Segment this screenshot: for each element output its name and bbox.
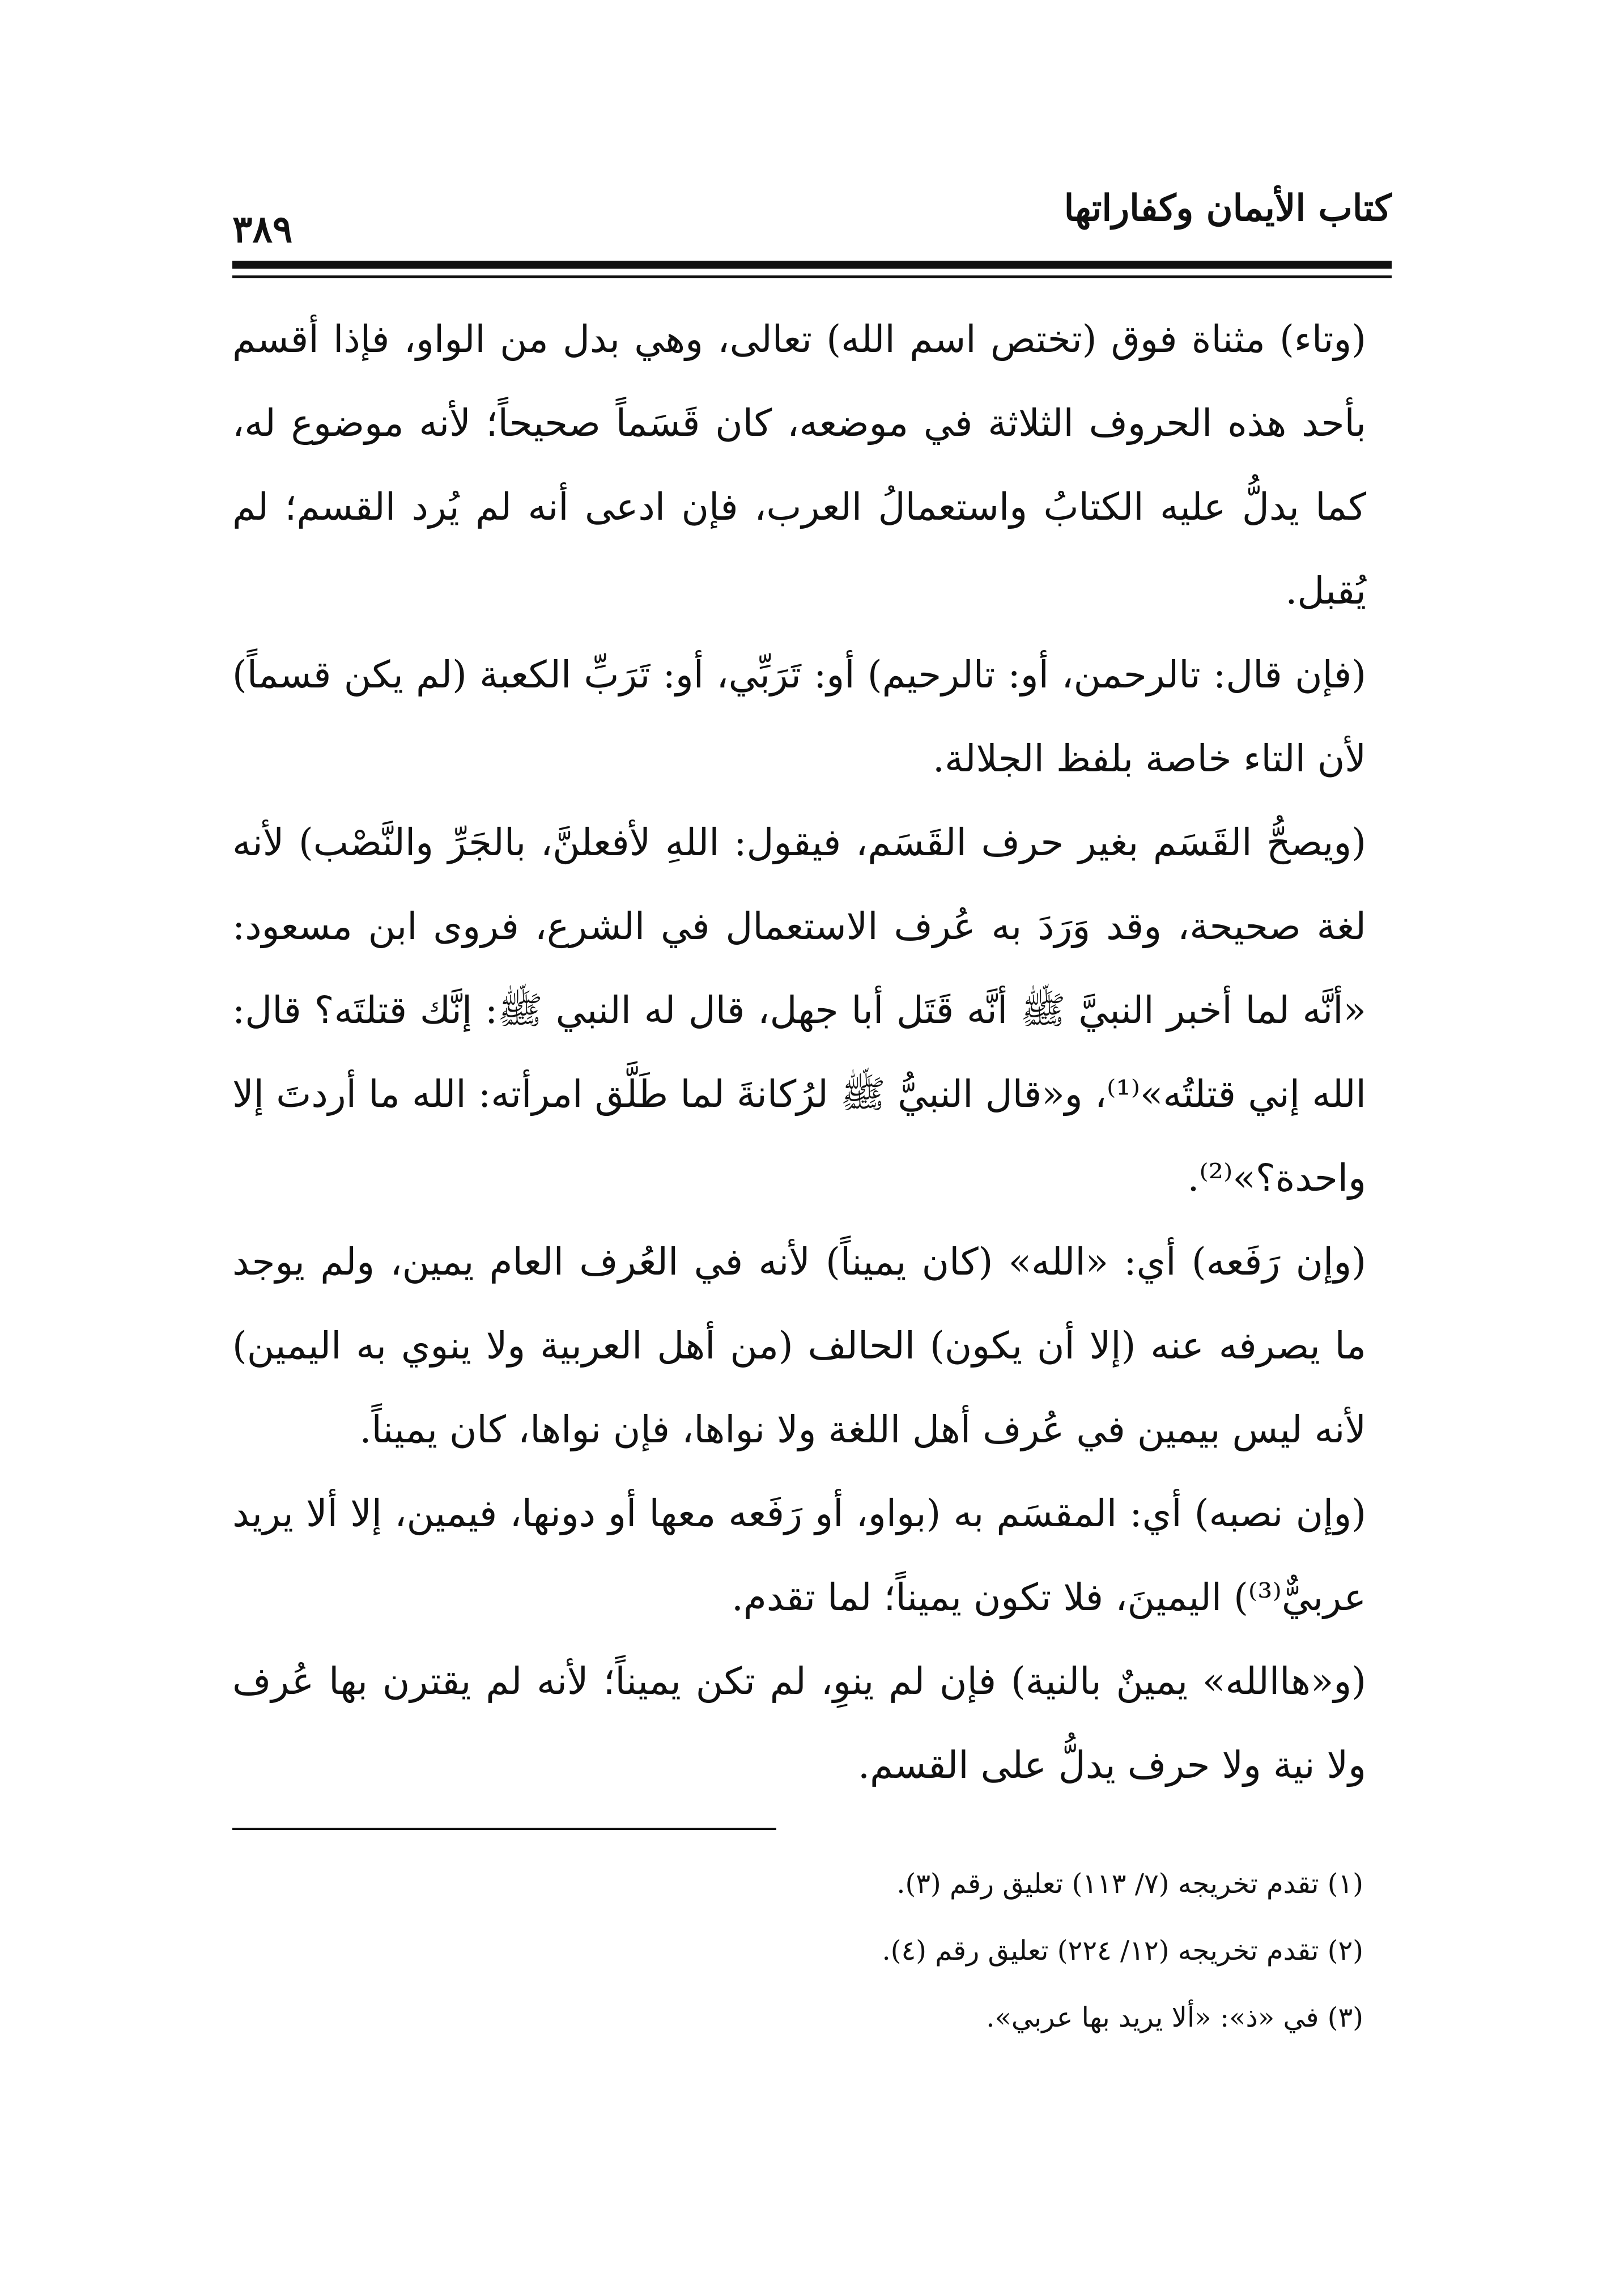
- paragraph: (وإن نصبه) أي: المقسَم به (بواو، أو رَفَعه معها أو دونها، فيمين، إلا ألا يريد عربيٌّ⁽³⁾) اليمينَ، فلا تكون يميناً؛ لما تقدم.: [232, 1492, 1366, 1619]
- footnote: (٢) تقدم تخريجه (١٢/ ٢٢٤) تعليق رقم (٤).: [882, 1935, 1363, 1967]
- header-rule-thin: [232, 275, 1392, 278]
- paragraph: (ويصحُّ القَسَم بغير حرف القَسَم، فيقول: اللهِ لأفعلنَّ، بالجَرِّ والنَّصْب) لأنه لغة صحيحة، وقد وَرَدَ به عُرف الاستعمال في الشرع، فروى ابن مسعود: «أنَّه لما أخبر النبيَّ ﷺ أنَّه قَتَل أبا جهل، قال له النبي ﷺ: إنَّك قتلتَه؟ قال: الله إني قتلتُه»⁽¹⁾، و«قال النبيُّ ﷺ لرُكانةَ لما طَلَّق امرأته: الله ما أردتَ إلا واحدة؟»⁽²⁾.: [232, 821, 1367, 1200]
- page-number: ٣٨٩: [232, 207, 293, 251]
- paragraph: (و«هاالله» يمينٌ بالنية) فإن لم ينوِ، لم تكن يميناً؛ لأنه لم يقترن بها عُرف ولا نية ولا حرف يدلُّ على القسم.: [232, 1659, 1366, 1787]
- footnotes: [232, 1850, 1363, 2051]
- paragraph: (وإن رَفَعه) أي: «الله» (كان يميناً) لأنه في العُرف العام يمين، ولم يوجد ما يصرفه عنه (إلا أن يكون) الحالف (من أهل العربية ولا ينوي به اليمين) لأنه ليس بيمين في عُرف أهل اللغة ولا نواها، فإن نواها، كان يميناً.: [232, 1240, 1366, 1451]
- footnote: (١) تقدم تخريجه (٧/ ١١٣) تعليق رقم (٣).: [896, 1868, 1363, 1900]
- running-title: كتاب الأيمان وكفاراتها: [1064, 187, 1392, 230]
- main-text: [232, 298, 1366, 1807]
- footnote: (٣) في «ذ»: «ألا يريد بها عربي».: [986, 2002, 1363, 2033]
- paragraph: (فإن قال: تالرحمن، أو: تالرحيم) أو: تَرَبِّي، أو: تَرَبِّ الكعبة (لم يكن قسماً) لأن التاء خاصة بلفظ الجلالة.: [232, 653, 1366, 780]
- header-rule-thick: [232, 261, 1392, 269]
- footnote-separator: [232, 1828, 776, 1830]
- paragraph: (وتاء) مثناة فوق (تختص اسم الله) تعالى، وهي بدل من الواو، فإذا أقسم بأحد هذه الحروف الثلاثة في موضعه، كان قَسَماً صحيحاً؛ لأنه موضوع له، كما يدلُّ عليه الكتابُ واستعمالُ العرب، فإن ادعى أنه لم يُرد القسم؛ لم يُقبل.: [232, 317, 1366, 613]
